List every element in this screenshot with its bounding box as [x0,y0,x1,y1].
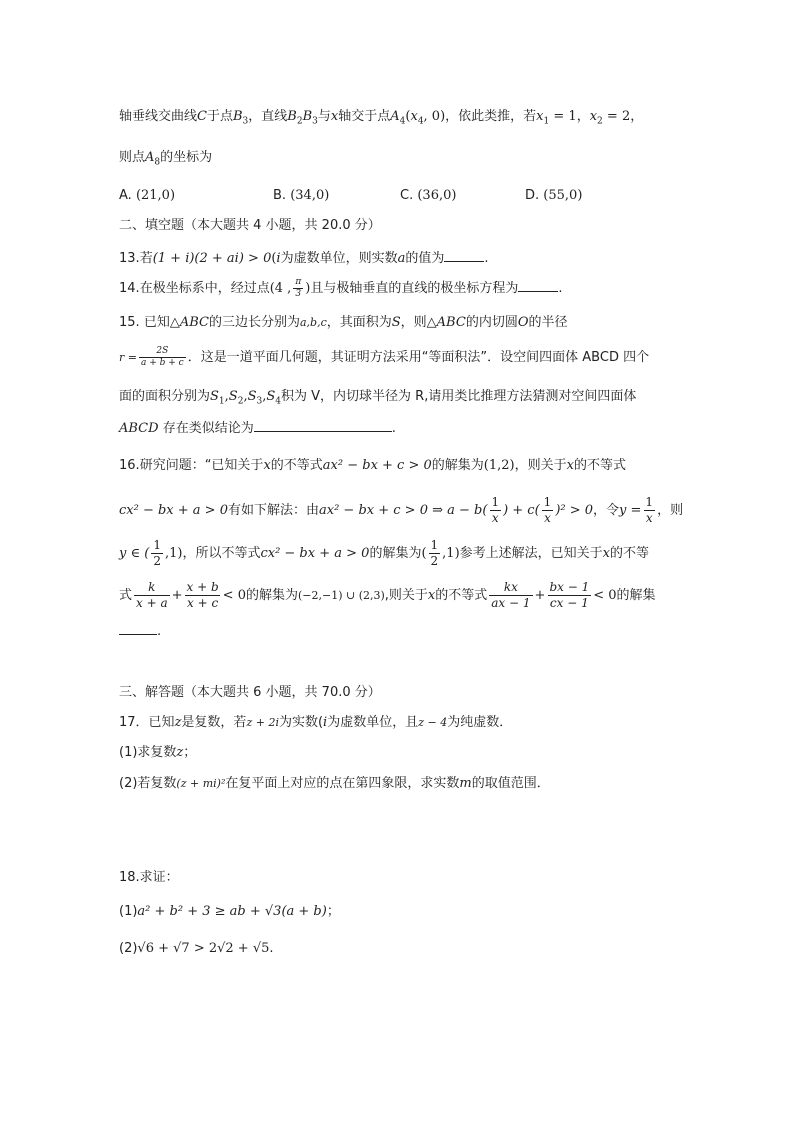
subscript: 4 [275,396,281,407]
option-value: (34,0) [290,188,330,203]
option-label: B. [273,188,287,203]
text: ,则关于 [384,588,428,603]
text: ，则△ [400,315,437,330]
option-value: (36,0) [417,188,457,203]
text: ； [326,904,340,919]
section-heading-fill-in: 二、填空题（本大题共 4 小题，共 20.0 分） [119,218,381,233]
math: x [589,109,598,124]
question-18-part-2 [119,940,274,958]
math: (1 + i)(2 + ai) > 0 [152,251,272,266]
math: ABCD [119,421,159,436]
question-number: 14. [119,281,140,296]
question-number: 16. [119,458,140,473]
math: m [459,776,472,791]
math: (−2,−1) ∪ (2,3) [297,589,385,602]
math: ( [421,546,427,561]
math: i [276,251,281,266]
numerator: bx − 1 [549,580,590,594]
section-heading-answers: 三、解答题（本大题共 6 小题，共 70.0 分） [119,685,381,700]
numerator: 1 [153,538,161,552]
math: z [176,745,184,760]
fraction [542,495,554,526]
math: x [263,458,271,473]
text: 则点 [119,150,146,165]
text: 为虚数单位，且 [327,715,419,730]
answer-blank[interactable] [119,622,157,635]
text: 且与极轴垂直的直线的极坐标方程为 [310,281,519,296]
subscript: 3 [242,116,249,127]
math: x [536,109,544,124]
text: 的解集为 [431,458,484,473]
text: (2)若复数 [119,776,177,791]
subscript: 3 [256,396,263,407]
question-16-line-1 [119,457,626,475]
math: x [566,458,574,473]
question-number: 13. [119,251,140,266]
subscript: 4 [417,116,424,127]
math: = 1 [549,109,577,124]
text: 存在类似结论为 [162,421,254,436]
denominator: x [645,511,653,525]
math: cx² − bx + a > 0 [260,546,370,561]
text: 在极坐标系中，经过点 [139,281,270,296]
numerator: 1 [430,538,439,552]
math: < 0 [593,588,617,603]
fraction [643,495,655,526]
question-14 [119,277,562,300]
question-15-line-1 [119,314,568,332]
option-value: (21,0) [135,188,176,203]
q12-option-c [400,187,456,205]
text: 是复数，若 [181,715,247,730]
math: x [427,588,436,603]
text: . [484,251,489,266]
text: . [269,941,274,956]
subscript: 2 [597,116,603,127]
question-15-line-4 [119,419,396,438]
numerator: 1 [645,495,654,509]
text: 的取值范围． [471,776,550,791]
text: 的半径 [528,315,568,330]
answer-blank[interactable] [518,279,558,292]
math: z + 2i [246,716,279,729]
fraction [547,580,591,611]
math: x [410,109,418,124]
text: (1) [119,904,138,919]
denominator: 3 [295,289,302,299]
denominator: x + c [187,596,219,610]
math: B [302,109,313,124]
fraction [429,538,441,569]
text: 的解集为 [245,588,298,603]
text: 积为 V，内切球半径为 R,请用类比推理方法猜测对空间四面体 [281,389,637,404]
numerator: 1 [491,495,500,509]
math: C [197,109,207,124]
math: O [517,315,529,330]
math: (1,2) [483,458,515,473]
text: 轴交于点 [338,109,391,124]
math: S [266,389,276,404]
subscript: 3 [312,116,318,127]
fraction [489,580,532,611]
subscript: 1 [218,396,225,407]
text: (1)求复数 [119,745,177,760]
text: 为虚数单位，则实数 [280,251,398,266]
text: 的坐标为 [160,150,213,165]
option-label: C. [400,188,414,203]
denominator: x [544,511,551,525]
text: 的不等式 [270,458,323,473]
text: 为纯虚数． [447,715,513,730]
text: ．这是一道平面几何题，其证明方法采用“等面积法”．设空间四面体 ABCD 四个 [187,350,650,365]
denominator: cx − 1 [549,596,589,610]
math: x [330,109,339,124]
question-16-line-2 [119,495,683,526]
subscript: 8 [154,157,161,168]
answer-blank[interactable] [444,249,484,262]
denominator: ax − 1 [491,596,531,610]
question-number: 15. [119,315,140,330]
math: ,1) [442,546,460,561]
text: ( [271,251,277,266]
q12-option-d [525,187,582,205]
denominator: 2 [430,554,439,568]
math: (4 , [269,281,292,296]
math: ax² − bx + c > 0 ⇒ a − b( [319,503,488,518]
option-label: D. [525,188,540,203]
math: A [390,109,400,124]
math: z − 4 [418,716,448,729]
denominator: x [491,511,499,525]
text: ，则关于 [514,458,567,473]
text: 的值为 [405,251,445,266]
q12-option-a [119,187,175,205]
answer-blank[interactable] [254,419,392,432]
math: i [323,715,328,730]
math: a [397,251,406,266]
math: x [602,546,611,561]
question-18-part-1 [119,903,340,921]
subscript: 4 [399,116,406,127]
question-15-line-3: 面的面积分别为$S_1,S_2,S_3,S_4$积为 V，内切球半径为 R,请用类比推理方法猜测对空间四面体 [119,389,637,407]
math: ABC [179,315,209,330]
fraction [293,277,303,300]
math: ) [305,281,311,296]
text: (2) [119,941,138,956]
text: 式 [119,588,133,603]
question-17-part-1 [119,744,196,762]
denominator: 2 [153,554,161,568]
text: . [157,624,162,639]
text: ， [576,109,590,124]
text: 若 [139,251,153,266]
math: , 0) [423,109,446,124]
option-label: A. [119,188,132,203]
fraction [134,580,170,611]
question-16-line-5 [119,622,161,641]
numerator: x + b [186,580,219,594]
math: S [391,315,401,330]
math: y = [619,503,642,518]
math: (z + mi)² [176,777,226,790]
subscript: 2 [237,396,244,407]
text: 于点 [206,109,233,124]
text: ，令 [593,503,620,518]
math: < 0 [222,588,246,603]
text: ， [630,109,644,124]
text: . [558,281,563,296]
text: ，其面积为 [326,315,392,330]
math: a² + b² + 3 ≥ ab + √3(a + b) [137,904,327,919]
text: ，依此类推，若 [445,109,537,124]
math: ,1) [164,546,183,561]
text: 的内切圆 [465,315,518,330]
math: √6 + √7 > 2√2 + √5 [137,941,270,956]
text: 的不等 [610,546,650,561]
text: 有如下解法：由 [227,503,319,518]
math: B [287,109,297,124]
option-value: (55,0) [543,188,583,203]
math: B [232,109,243,124]
math: S [228,389,238,404]
text: 的三边长分别为 [208,315,300,330]
text: 在复平面上对应的点在第四象限，求实数 [225,776,460,791]
math: r = [119,351,137,364]
math: cx² − bx + a > 0 [119,503,228,518]
math: = 2 [602,109,631,124]
math: )² > 0 [555,503,594,518]
text: 的不等式 [573,458,626,473]
text: 参考上述解法，已知关于 [459,546,603,561]
question-16-line-4 [119,580,656,611]
math: ) + c( [503,503,540,518]
text: ，直线 [248,109,288,124]
text: 面的面积分别为 [119,389,211,404]
fraction [139,346,186,369]
question-15-line-2 [119,346,649,369]
question-number: 17． [119,715,149,730]
fraction [185,580,221,611]
numerator: 2S [156,346,169,356]
fraction [151,538,163,569]
question-17-part-2 [119,775,550,793]
numerator: 1 [543,495,552,509]
math: ax² − bx + c > 0 [322,458,432,473]
question-17 [119,714,512,732]
text: 已知 [148,715,175,730]
subscript: 2 [296,116,303,127]
text: ，则 [657,503,684,518]
math: ABC [436,315,466,330]
question-18-title: 18.求证： [119,870,179,885]
question-16-line-3 [119,538,649,569]
subscript: 1 [543,116,550,127]
text: 为实数( [278,715,324,730]
math: S [210,389,219,404]
text: 的不等式 [435,588,488,603]
denominator: x + a [136,596,168,610]
math: ( [405,109,411,124]
question-13 [119,249,489,268]
math: S [247,389,257,404]
text: 的解集 [616,588,656,603]
math: a,b,c [299,316,327,329]
text: 与 [317,109,331,124]
math: + [534,588,546,603]
text: 的解集为 [369,546,422,561]
text: 研究问题：“已知关于 [139,458,264,473]
math: y ∈ ( [119,546,150,561]
math: + [171,588,183,603]
denominator: a + b + c [140,358,184,368]
numerator: kx [503,580,518,594]
q12-option-b [273,187,329,205]
text: . [391,421,396,436]
q12-line-1 [119,108,643,126]
fraction [489,495,501,526]
text: ； [183,745,197,760]
numerator: π [295,277,302,287]
q12-line-2 [119,149,212,167]
text: 轴垂线交曲线 [119,109,198,124]
numerator: k [148,580,156,594]
text: ，所以不等式 [182,546,261,561]
text: 已知△ [143,315,180,330]
math: A [145,150,155,165]
math: z [174,715,182,730]
